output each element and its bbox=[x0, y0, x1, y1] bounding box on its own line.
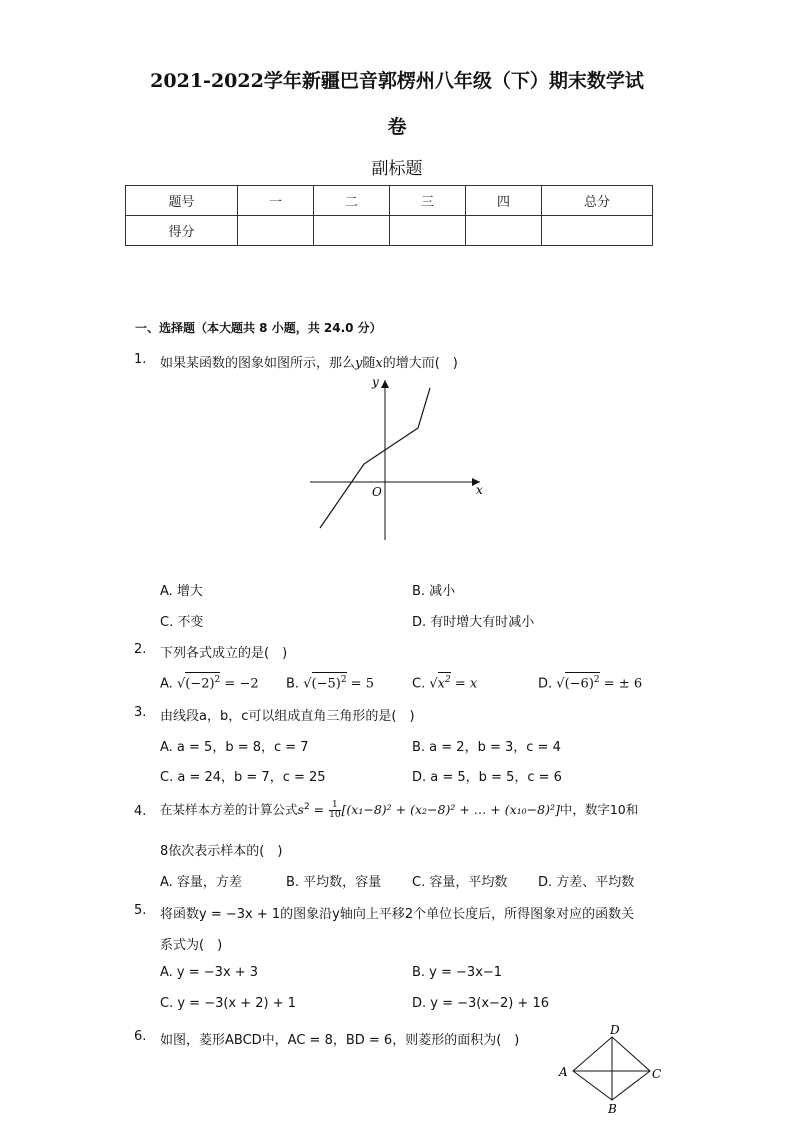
option-c[interactable]: C. a = 24，b = 7，c = 25 bbox=[160, 770, 326, 785]
option-rest: = x bbox=[450, 676, 478, 692]
score-table bbox=[125, 185, 653, 246]
option-b[interactable]: B. a = 2，b = 3，c = 4 bbox=[412, 740, 561, 755]
score-header-cell: 题号 bbox=[126, 186, 238, 216]
option-a[interactable]: A. $√(-2)^2 = -2$ bbox=[160, 672, 259, 691]
score-header-cell: 二 bbox=[314, 186, 390, 216]
question-text-part: 的增大而( ) bbox=[382, 356, 458, 371]
question-text-part: 随 bbox=[362, 356, 376, 371]
question-text: 下列各式成立的是( ) bbox=[160, 646, 288, 661]
radicand-text: (−5) bbox=[311, 676, 341, 692]
fraction-denominator: 10 bbox=[329, 810, 341, 820]
question-text: 在某样本方差的计算公式$s^2$ = $\frac{1}{10}$ [(x₁−8)² + (x₂−8)² + … + (x₁₀−8)²]中，数字10和 bbox=[160, 800, 639, 820]
radicand-text: x bbox=[437, 676, 445, 692]
option-rest: = 5 bbox=[346, 676, 374, 692]
radicand bbox=[185, 672, 220, 691]
section-heading: 一、选择题（本大题共 8 小题，共 24.0 分） bbox=[135, 321, 382, 335]
score-header-cell: 四 bbox=[466, 186, 542, 216]
option-d[interactable]: D. y = −3(x−2) + 16 bbox=[412, 996, 549, 1011]
exponent: 2 bbox=[214, 675, 221, 685]
option-b[interactable]: B. 减小 bbox=[412, 584, 456, 599]
option-rest: = ± 6 bbox=[599, 676, 643, 692]
document-title-line2: 卷 bbox=[387, 116, 407, 138]
option-label: B. bbox=[286, 676, 300, 692]
radicand bbox=[438, 672, 451, 691]
radicand-text: (−6) bbox=[564, 676, 594, 692]
question-text: 由线段a，b，c可以组成直角三角形的是( ) bbox=[160, 709, 415, 724]
question-text bbox=[160, 352, 458, 371]
score-header-cell: 一 bbox=[238, 186, 314, 216]
formula-lhs: s bbox=[297, 802, 304, 817]
math-variable: x bbox=[375, 356, 383, 371]
question-text-line2: 8依次表示样本的( ) bbox=[160, 844, 283, 859]
option-d[interactable]: D. a = 5，b = 5，c = 6 bbox=[412, 770, 562, 785]
radicand-text: (−2) bbox=[185, 676, 215, 692]
score-table-header-row bbox=[126, 186, 653, 216]
exponent: 2 bbox=[340, 675, 347, 685]
fraction bbox=[329, 801, 340, 820]
question-text-part: 如果某函数的图象如图所示，那么 bbox=[160, 356, 356, 371]
exponent: 2 bbox=[593, 675, 600, 685]
question-number: 2. bbox=[134, 642, 147, 657]
question-number: 4. bbox=[134, 804, 147, 819]
option-a[interactable]: A. a = 5，b = 8，c = 7 bbox=[160, 740, 309, 755]
option-b[interactable]: B. 平均数，容量 bbox=[286, 875, 382, 890]
score-cell bbox=[466, 216, 542, 246]
score-table-score-row bbox=[126, 216, 653, 246]
vertex-label-a: A bbox=[559, 1065, 568, 1079]
fraction-numerator: 1 bbox=[329, 801, 340, 811]
formula-eq: = bbox=[309, 802, 329, 817]
function-graph bbox=[300, 370, 500, 545]
origin-label: O bbox=[372, 485, 382, 499]
score-cell bbox=[238, 216, 314, 246]
question-number: 3. bbox=[134, 705, 147, 720]
formula-body: [(x₁−8)² + (x₂−8)² + … + (x₁₀−8)²] bbox=[341, 802, 560, 817]
x-axis-label: x bbox=[476, 483, 483, 497]
question-text: 将函数y = −3x + 1的图象沿y轴向上平移2个单位长度后，所得图象对应的函数关 bbox=[160, 907, 635, 922]
option-rest: = −2 bbox=[220, 676, 259, 692]
option-label: D. bbox=[538, 676, 553, 692]
vertex-label-d: D bbox=[610, 1023, 620, 1037]
function-line bbox=[320, 388, 430, 528]
option-label: A. bbox=[160, 676, 173, 692]
document-title-line1: 2021-2022学年新疆巴音郭楞州八年级（下）期末数学试 bbox=[150, 70, 644, 92]
y-axis-arrow bbox=[381, 380, 389, 388]
option-b[interactable]: B. $√(-5)^2 = 5$ bbox=[286, 672, 374, 691]
question-number: 6. bbox=[134, 1029, 147, 1044]
option-a[interactable]: A. 容量，方差 bbox=[160, 875, 242, 890]
vertex-label-b: B bbox=[608, 1102, 617, 1116]
option-label: C. bbox=[412, 676, 426, 692]
question-number: 5. bbox=[134, 903, 147, 918]
radicand bbox=[565, 672, 600, 691]
y-axis-label: y bbox=[372, 375, 379, 389]
option-b[interactable]: B. y = −3x−1 bbox=[412, 965, 503, 980]
score-header-cell: 总分 bbox=[542, 186, 653, 216]
option-d[interactable]: D. 方差、平均数 bbox=[538, 875, 635, 890]
option-a[interactable]: A. 增大 bbox=[160, 584, 203, 599]
radicand bbox=[312, 672, 347, 691]
option-d[interactable]: D. 有时增大有时减小 bbox=[412, 615, 535, 630]
question-number: 1. bbox=[134, 352, 147, 367]
option-c[interactable]: C. 不变 bbox=[160, 615, 204, 630]
option-c[interactable]: C. $√x^2 = x$ bbox=[412, 672, 477, 691]
rhombus-diagram bbox=[555, 1020, 665, 1116]
question-text-line2: 系式为( ) bbox=[160, 938, 223, 953]
question-text: 如图，菱形ABCD中，AC = 8，BD = 6，则菱形的面积为( ) bbox=[160, 1033, 520, 1048]
exponent: 2 bbox=[445, 675, 451, 685]
option-a[interactable]: A. y = −3x + 3 bbox=[160, 965, 259, 980]
score-cell bbox=[314, 216, 390, 246]
option-d[interactable]: D. $√(-6)^2$ = ± 6 bbox=[538, 672, 642, 691]
math-variable: y bbox=[355, 356, 363, 371]
score-cell bbox=[390, 216, 466, 246]
document-subtitle: 副标题 bbox=[371, 159, 423, 179]
option-c[interactable]: C. y = −3(x + 2) + 1 bbox=[160, 996, 297, 1011]
question-text-part: 中，数字10和 bbox=[559, 802, 639, 817]
score-cell bbox=[542, 216, 653, 246]
question-text-part: 在某样本方差的计算公式 bbox=[160, 802, 298, 817]
score-row-label: 得分 bbox=[126, 216, 238, 246]
option-c[interactable]: C. 容量，平均数 bbox=[412, 875, 508, 890]
score-header-cell: 三 bbox=[390, 186, 466, 216]
vertex-label-c: C bbox=[652, 1067, 662, 1081]
